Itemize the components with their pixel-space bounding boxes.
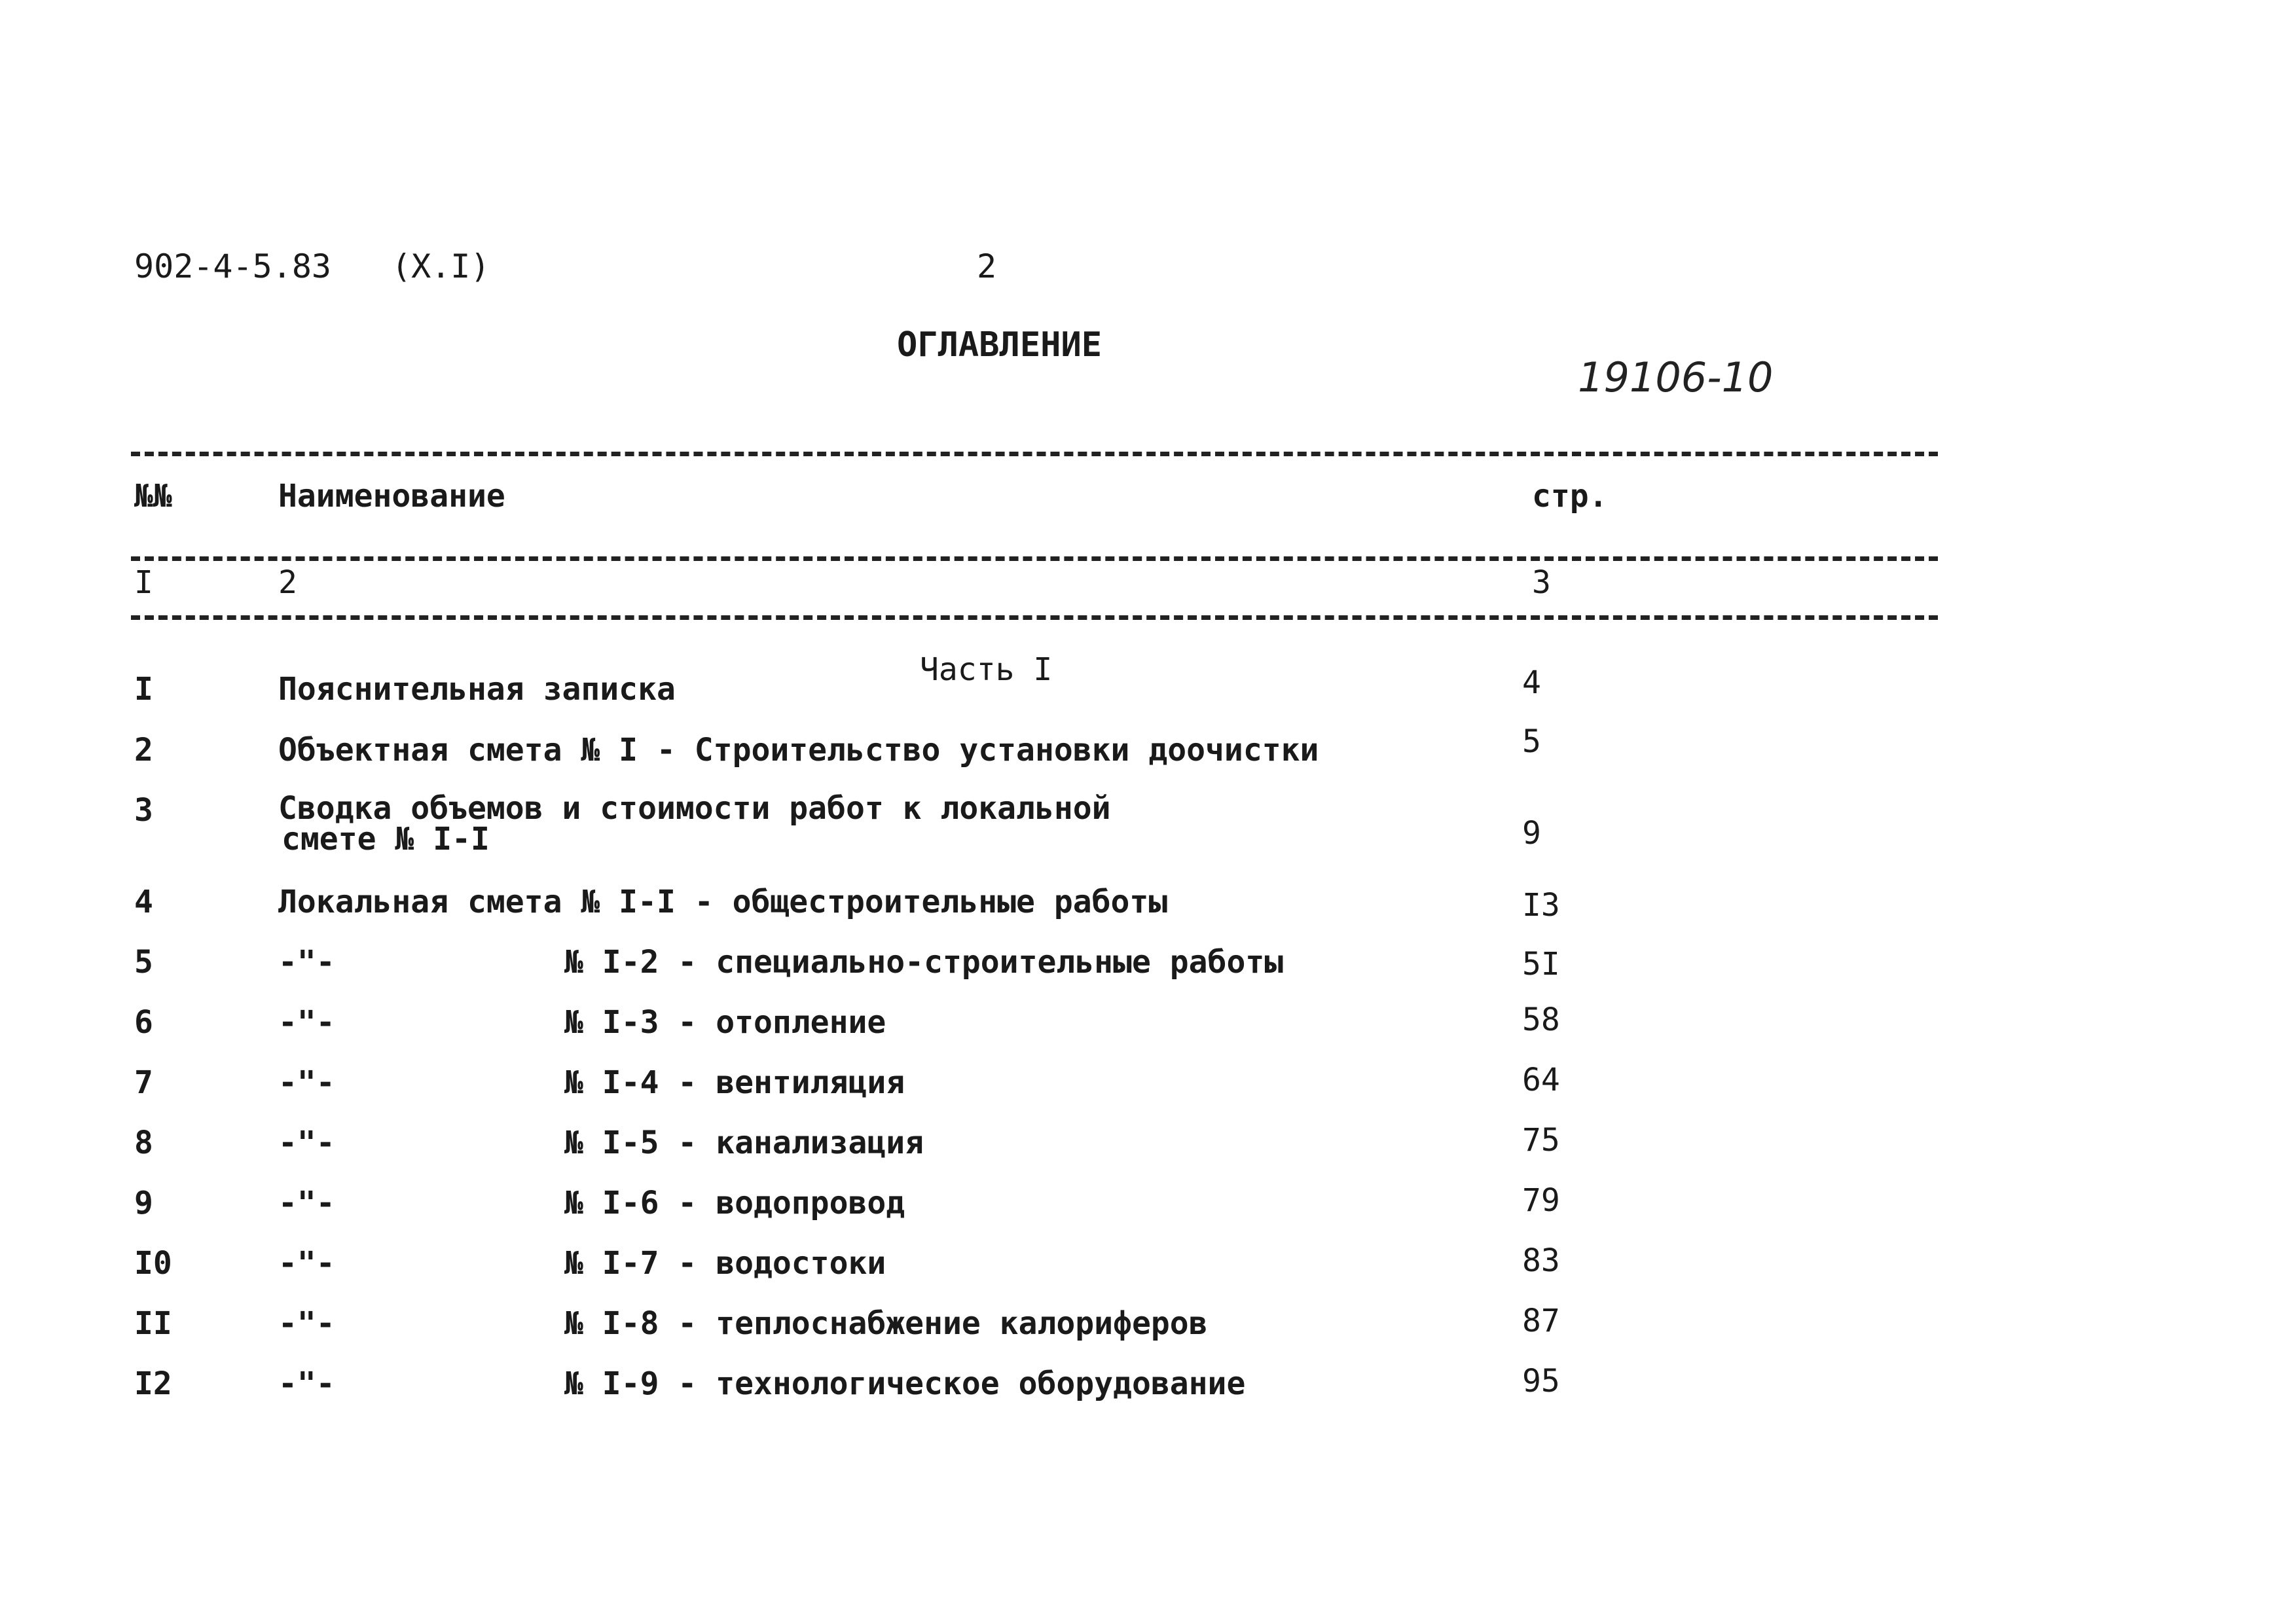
row-number: 4 — [134, 884, 153, 920]
row-page: 75 — [1522, 1122, 1560, 1159]
row-ditto: -"- — [278, 944, 335, 981]
row-page: 79 — [1522, 1182, 1560, 1219]
row-number: II — [134, 1305, 172, 1342]
row-number: 5 — [134, 944, 153, 981]
row-name: № I-2 - специально-строительные работы — [564, 944, 1284, 981]
rule-bottom — [131, 615, 1938, 620]
row-page: 95 — [1522, 1363, 1560, 1399]
row-name: № I-9 - технологическое оборудование — [564, 1365, 1246, 1402]
row-number: 9 — [134, 1185, 153, 1221]
row-name: № I-8 - теплоснабжение калориферов — [564, 1305, 1208, 1342]
row-number: 8 — [134, 1125, 153, 1161]
row-name: Пояснительная записка — [278, 671, 676, 708]
handwritten-number: 19106-10 — [1578, 353, 1774, 401]
row-number: I2 — [134, 1365, 172, 1402]
row-name-line-2: смете № I-I — [282, 821, 490, 857]
row-name: № I-4 - вентиляция — [564, 1064, 905, 1101]
row-name: Объектная смета № I - Строительство установки доочистки — [278, 732, 1319, 768]
row-number: I0 — [134, 1245, 172, 1282]
row-page: 83 — [1522, 1242, 1560, 1279]
row-page: 5 — [1522, 723, 1541, 760]
row-name: Локальная смета № I-I - общестроительные работы — [278, 884, 1168, 920]
row-name: № I-5 - канализация — [564, 1125, 924, 1161]
row-name: № I-3 - отопление — [564, 1004, 886, 1041]
row-ditto: -"- — [278, 1245, 335, 1282]
page-number: 2 — [977, 247, 997, 285]
row-number: 3 — [134, 792, 153, 829]
section-code: (Х.I) — [392, 247, 490, 285]
page-title: ОГЛАВЛЕНИЕ — [897, 325, 1102, 365]
column-number-2: 2 — [278, 564, 297, 601]
row-page: I3 — [1522, 887, 1560, 924]
row-page: 64 — [1522, 1062, 1560, 1098]
column-header-number: №№ — [134, 478, 172, 514]
row-number: I — [134, 671, 153, 708]
row-ditto: -"- — [278, 1004, 335, 1041]
column-header-name: Наименование — [278, 478, 505, 514]
column-number-3: 3 — [1532, 564, 1551, 601]
row-ditto: -"- — [278, 1064, 335, 1101]
row-ditto: -"- — [278, 1185, 335, 1221]
row-page: 87 — [1522, 1303, 1560, 1339]
row-number: 2 — [134, 732, 153, 768]
part-label: Часть I — [920, 651, 1053, 688]
column-number-1: I — [134, 564, 153, 601]
row-page: 9 — [1522, 815, 1541, 852]
column-header-page: стр. — [1532, 478, 1608, 514]
row-ditto: -"- — [278, 1305, 335, 1342]
row-page: 58 — [1522, 1001, 1560, 1038]
rule-top — [131, 452, 1938, 456]
rule-middle — [131, 556, 1938, 561]
row-ditto: -"- — [278, 1125, 335, 1161]
row-name-line-1: Сводка объемов и стоимости работ к локальной — [278, 790, 1111, 827]
document-code: 902-4-5.83 — [134, 247, 332, 285]
row-number: 7 — [134, 1064, 153, 1101]
row-page: 4 — [1522, 664, 1541, 701]
row-number: 6 — [134, 1004, 153, 1041]
row-name: № I-7 - водостоки — [564, 1245, 886, 1282]
row-page: 5I — [1522, 946, 1560, 983]
row-ditto: -"- — [278, 1365, 335, 1402]
row-name: № I-6 - водопровод — [564, 1185, 905, 1221]
